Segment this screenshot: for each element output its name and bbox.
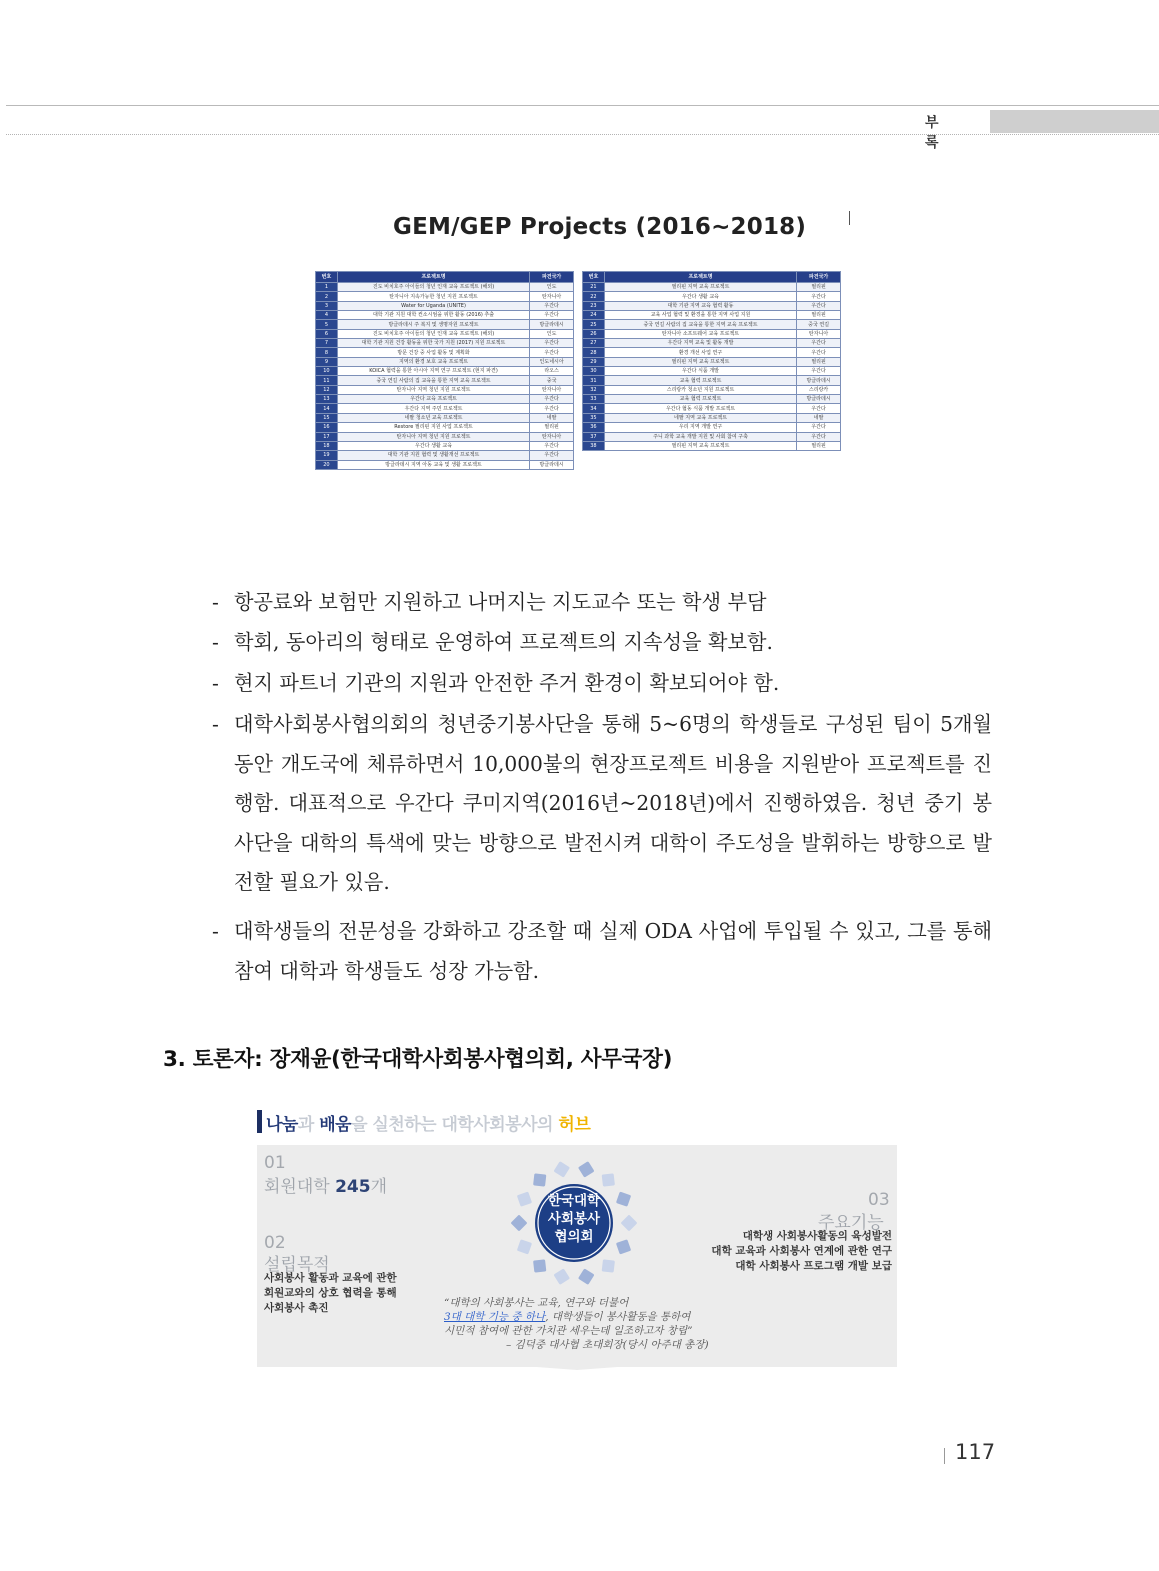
table-cell-name: 교육 협력 프로젝트	[604, 376, 796, 385]
table-cell-country: 네팔	[797, 413, 841, 422]
item3-caption: 주요기능	[818, 1213, 884, 1233]
table-cell-country: 방글라데시	[530, 320, 574, 329]
table-cell-no: 38	[583, 441, 605, 450]
table-row	[583, 423, 841, 432]
table-row	[583, 432, 841, 441]
quote-attribution: – 김덕중 대사협 초대회장(당시 아주대 총장)	[506, 1339, 709, 1351]
projects-table-right	[582, 271, 841, 451]
table-cell-name: 교육 협력 프로젝트	[604, 395, 796, 404]
item1-number: 01	[264, 1153, 286, 1173]
table-row	[316, 423, 574, 432]
table-row	[583, 357, 841, 366]
table-cell-country: 방글라데시	[797, 395, 841, 404]
table-cell-no: 18	[316, 441, 338, 450]
table-row	[583, 320, 841, 329]
bullet-dash: -	[212, 590, 219, 614]
bullet-dash: -	[212, 712, 219, 736]
table-row	[316, 432, 574, 441]
item2-caption: 설립목적	[264, 1255, 330, 1275]
hub-ray	[621, 1215, 638, 1232]
table-row	[316, 367, 574, 376]
table-cell-no: 8	[316, 348, 338, 357]
table-row	[583, 348, 841, 357]
item2-description	[264, 1271, 397, 1316]
hub-line: 협의회	[554, 1229, 594, 1245]
table-cell-name: 탄자니아 지속가능한 청년 지원 프로젝트	[337, 292, 529, 301]
table-cell-no: 3	[316, 301, 338, 310]
table-cell-no: 21	[583, 283, 605, 292]
table-cell-name: KOICA 협력을 통한 아시아 지역 연구 프로젝트 (현지 파견)	[337, 367, 529, 376]
founder-quote	[444, 1296, 744, 1352]
table-cell-country: 우간다	[797, 301, 841, 310]
table-row	[583, 311, 841, 320]
desc-line: 사회봉사 촉진	[264, 1302, 329, 1314]
bullet-text: 대학사회봉사협의회의 청년중기봉사단을 통해 5~6명의 학생들로 구성된 팀이 5개월 동안 개도국에 체류하면서 10,000불의 현장프로젝트 비용을 지원받아 프로젝트를 진행함. 대표적으로 우간다 쿠미지역(2016년~2018년)에서 진행하였음. 청년 중기 봉사단을 대학의 특색에 맞는 방향으로 발전시켜 대학이 주도성을 발휘하는 방향으로 발전할 필요가 있음.	[234, 712, 992, 894]
table-cell-country: 우간다	[530, 441, 574, 450]
hub-ray	[533, 1173, 546, 1186]
infographic-heading	[266, 1110, 590, 1135]
table-cell-no: 5	[316, 320, 338, 329]
table-cell-no: 7	[316, 339, 338, 348]
col-header: 파견국가	[797, 272, 841, 283]
bullet-text: 대학생들의 전문성을 강화하고 강조할 때 실제 ODA 사업에 투입될 수 있고, 그를 통해 참여 대학과 학생들도 성장 가능함.	[234, 919, 992, 983]
hub-ray	[553, 1161, 570, 1178]
heading-part: 과	[297, 1115, 320, 1135]
table-cell-name: 우간다 식품 개발	[604, 367, 796, 376]
bullet-text: 항공료와 보험만 지원하고 나머지는 지도교수 또는 학생 부담	[234, 590, 767, 614]
table-cell-country: 스리랑카	[797, 385, 841, 394]
hub-line: 사회봉사	[547, 1211, 601, 1227]
table-cell-country: 우간다	[797, 423, 841, 432]
table-cell-country: 방글라데시	[530, 460, 574, 469]
table-cell-name: 필리핀 지역 교육 프로젝트	[604, 283, 796, 292]
table-row	[316, 329, 574, 338]
table-cell-name: 대학 기관 지원 대학 컨소시엄을 위한 활동 (2016) 추출	[337, 311, 529, 320]
table-row	[583, 301, 841, 310]
quote-line	[444, 1310, 744, 1324]
table-cell-no: 37	[583, 432, 605, 441]
section-heading: 3. 토론자: 장재윤(한국대학사회봉사협의회, 사무국장)	[163, 1047, 673, 1072]
hub-ray	[578, 1161, 595, 1178]
heading-part: 허브	[558, 1115, 591, 1135]
table-cell-name: 우간다 교육 프로젝트	[337, 395, 529, 404]
table-cell-name: 대학 기관 지역 교육 협력 활동	[604, 301, 796, 310]
table-cell-no: 1	[316, 283, 338, 292]
bullet-item	[212, 623, 992, 663]
table-cell-no: 28	[583, 348, 605, 357]
table-cell-no: 19	[316, 451, 338, 460]
table-cell-no: 2	[316, 292, 338, 301]
table-row	[316, 357, 574, 366]
table-cell-country: 라오스	[530, 367, 574, 376]
table-cell-country: 우간다	[797, 292, 841, 301]
table-row	[583, 283, 841, 292]
col-header: 파견국가	[530, 272, 574, 283]
table-cell-country: 우간다	[530, 451, 574, 460]
table-cell-country: 우간다	[530, 301, 574, 310]
table-cell-country: 인도네시아	[530, 357, 574, 366]
table-row	[316, 413, 574, 422]
table-cell-no: 12	[316, 385, 338, 394]
table-cell-country: 인도	[530, 283, 574, 292]
item3-description	[660, 1229, 892, 1274]
table-row	[316, 339, 574, 348]
table-cell-name: 네팔 청소년 교육 프로젝트	[337, 413, 529, 422]
table-row	[316, 348, 574, 357]
hub-ray	[511, 1215, 528, 1232]
table-cell-name: 필리핀 지역 교육 프로젝트	[604, 441, 796, 450]
table-cell-name: 방글라데시 지역 아동 교육 및 생활 프로젝트	[337, 460, 529, 469]
table-cell-country: 우간다	[530, 404, 574, 413]
hub-ray	[616, 1191, 631, 1206]
table-cell-no: 25	[583, 320, 605, 329]
col-header: 프로젝트명	[337, 272, 529, 283]
quote-line: 시민적 참여에 관한 가치관 세우는데 일조하고자 창립”	[444, 1325, 693, 1337]
item1-value: 245	[335, 1177, 371, 1197]
heading-part: 을 실천하는 대학사회봉사의	[351, 1115, 559, 1135]
desc-line: 대학 교육과 사회봉사 연계에 관한 연구	[711, 1245, 892, 1257]
item2-number: 02	[264, 1233, 286, 1253]
table-cell-name: 네팔 지역 교육 프로젝트	[604, 413, 796, 422]
table-cell-name: 교육 사업 협력 및 환경을 통한 지역 사업 지원	[604, 311, 796, 320]
table-cell-country: 우간다	[797, 348, 841, 357]
table-cell-name: 탄자니아 지역 청년 지원 프로젝트	[337, 385, 529, 394]
hub-ray	[517, 1191, 532, 1206]
table-cell-no: 4	[316, 311, 338, 320]
table-row	[583, 367, 841, 376]
table-cell-name: 탄자니아 지역 청년 지원 프로젝트	[337, 432, 529, 441]
table-cell-no: 30	[583, 367, 605, 376]
table-cell-country: 우간다	[530, 311, 574, 320]
table-cell-no: 26	[583, 329, 605, 338]
table-row	[583, 339, 841, 348]
table-cell-name: 우간다 지역 주민 프로젝트	[337, 404, 529, 413]
table-cell-country: 우간다	[530, 395, 574, 404]
bullet-item	[212, 583, 992, 623]
table-row	[583, 404, 841, 413]
table-row	[583, 292, 841, 301]
table-cell-name: 우간다 생활 교육	[337, 441, 529, 450]
table-cell-name: 진도 비치호주 아이들의 청년 인재 교육 프로젝트 (해외)	[337, 283, 529, 292]
table-cell-name: Restore 필리핀 지원 사업 프로젝트	[337, 423, 529, 432]
table-cell-no: 23	[583, 301, 605, 310]
header-rule	[6, 105, 1159, 106]
header-dotted-rule	[6, 134, 1159, 135]
table-row	[316, 320, 574, 329]
table-cell-no: 29	[583, 357, 605, 366]
bullet-dash: -	[212, 630, 219, 654]
hub-ray	[533, 1259, 546, 1272]
table-cell-country: 방글라데시	[797, 376, 841, 385]
table-cell-name: 지역의 환경 보호 교육 프로젝트	[337, 357, 529, 366]
header-section-label: 부 록	[925, 115, 955, 151]
quote-highlight: 3대 대학 기능 중 하나	[444, 1311, 546, 1323]
table-cell-country: 탄자니아	[530, 432, 574, 441]
page-number-bar	[944, 1448, 945, 1464]
table-cell-country: 우간다	[530, 348, 574, 357]
table-cell-country: 우간다	[797, 367, 841, 376]
table-cell-name: 대학 기관 지원 건강 활동을 위한 국가 지원 (2017) 지원 프로젝트	[337, 339, 529, 348]
table-cell-country: 우간다	[797, 339, 841, 348]
table-cell-no: 34	[583, 404, 605, 413]
table-row	[316, 376, 574, 385]
bullet-dash: -	[212, 919, 219, 943]
table-cell-country: 필리핀	[797, 311, 841, 320]
hub-ray	[553, 1268, 570, 1285]
table-cell-name: 탄자니아 소프트웨어 교육 프로젝트	[604, 329, 796, 338]
header-tab	[990, 110, 1159, 133]
hub-line: 한국대학	[547, 1193, 601, 1209]
table-cell-name: 필리핀 지역 교육 프로젝트	[604, 357, 796, 366]
table-row	[316, 311, 574, 320]
table-cell-country: 우간다	[530, 339, 574, 348]
hub-ray	[602, 1173, 615, 1186]
bullet-item	[212, 664, 992, 704]
table-cell-country: 인도	[530, 329, 574, 338]
table-cell-name: 스리랑카 청소년 지원 프로젝트	[604, 385, 796, 394]
table-cell-country: 중국	[530, 376, 574, 385]
table-row	[316, 301, 574, 310]
table-cell-name: 대학 기관 지원 협력 및 생활개선 프로젝트	[337, 451, 529, 460]
table-row	[583, 329, 841, 338]
table-cell-country: 네팔	[530, 413, 574, 422]
bullet-item	[212, 705, 992, 903]
table-cell-no: 15	[316, 413, 338, 422]
table-cell-name: 중국 연길 사람의 집 교육을 통한 지역 교육 프로젝트	[337, 376, 529, 385]
col-header: 번호	[316, 272, 338, 283]
table-row	[316, 292, 574, 301]
heading-part: 나눔	[266, 1115, 298, 1135]
text-cursor-mark	[849, 211, 850, 225]
table-cell-name: 중국 연길 사람의 집 교육을 통한 지역 교육 프로젝트	[604, 320, 796, 329]
table-cell-country: 필리핀	[797, 283, 841, 292]
table-row	[583, 376, 841, 385]
desc-line: 회원교와의 상호 협력을 통해	[264, 1287, 397, 1299]
table-row	[583, 413, 841, 422]
table-cell-name: 진도 비치호주 아이들의 청년 인재 교육 프로젝트 (해외)	[337, 329, 529, 338]
table-row	[316, 451, 574, 460]
table-row	[583, 395, 841, 404]
heading-accent-bar	[257, 1110, 262, 1133]
hub-ray	[578, 1268, 595, 1285]
table-cell-country: 우간다	[797, 432, 841, 441]
table-row	[316, 395, 574, 404]
table-cell-no: 33	[583, 395, 605, 404]
table-cell-no: 20	[316, 460, 338, 469]
projects-table-left	[315, 271, 574, 470]
desc-line: 사회봉사 활동과 교육에 관한	[264, 1272, 397, 1284]
table-cell-name: 우간다 협동 식품 개발 프로젝트	[604, 404, 796, 413]
table-cell-country: 우간다	[797, 404, 841, 413]
table-cell-country: 중국 연길	[797, 320, 841, 329]
hub-ray	[602, 1259, 615, 1272]
table-cell-country: 필리핀	[530, 423, 574, 432]
heading-part: 배움	[319, 1115, 352, 1135]
figure-title: GEM/GEP Projects (2016~2018)	[393, 214, 807, 240]
hub-ray	[517, 1239, 532, 1254]
desc-line: 대학 사회봉사 프로그램 개발 보급	[735, 1260, 892, 1272]
table-cell-name: Water for Uganda (UNITE)	[337, 301, 529, 310]
table-cell-no: 31	[583, 376, 605, 385]
table-cell-name: 우간다 생활 교육	[604, 292, 796, 301]
col-header: 프로젝트명	[604, 272, 796, 283]
page-number: 117	[955, 1440, 996, 1464]
item1-caption	[264, 1172, 387, 1197]
item1-label: 회원대학	[264, 1177, 336, 1197]
bullet-text: 학회, 동아리의 형태로 운영하여 프로젝트의 지속성을 확보함.	[234, 630, 773, 654]
col-header: 번호	[583, 272, 605, 283]
table-cell-no: 11	[316, 376, 338, 385]
table-cell-country: 필리핀	[797, 357, 841, 366]
table-cell-no: 14	[316, 404, 338, 413]
bullet-item	[212, 912, 992, 991]
table-row	[316, 385, 574, 394]
table-cell-no: 32	[583, 385, 605, 394]
table-row	[316, 283, 574, 292]
bullet-text: 현지 파트너 기관의 지원과 안전한 주거 환경이 확보되어야 함.	[234, 671, 780, 695]
table-cell-no: 13	[316, 395, 338, 404]
table-cell-name: 방글라데시 주 복지 및 생명자원 프로젝트	[337, 320, 529, 329]
table-cell-country: 탄자니아	[530, 385, 574, 394]
table-cell-country: 탄자니아	[797, 329, 841, 338]
table-row	[583, 385, 841, 394]
table-cell-name: 환경 개선 사업 연구	[604, 348, 796, 357]
table-cell-country: 필리핀	[797, 441, 841, 450]
hub-ray	[616, 1239, 631, 1254]
bullet-dash: -	[212, 671, 219, 695]
item3-number: 03	[868, 1190, 890, 1210]
table-cell-no: 10	[316, 367, 338, 376]
table-row	[316, 404, 574, 413]
table-cell-no: 17	[316, 432, 338, 441]
table-cell-name: 방문 건강 중 사업 활동 및 계획화	[337, 348, 529, 357]
quote-line-rest: , 대학생들이 봉사활동을 통하여	[545, 1311, 691, 1323]
table-cell-no: 24	[583, 311, 605, 320]
table-cell-no: 9	[316, 357, 338, 366]
table-cell-no: 27	[583, 339, 605, 348]
hub-label	[536, 1192, 612, 1246]
table-row	[316, 441, 574, 450]
table-cell-name: 주니 과학 교육 개발 지원 및 사회 참여 구축	[604, 432, 796, 441]
table-cell-no: 16	[316, 423, 338, 432]
quote-line: “대학의 사회봉사는 교육, 연구와 더불어	[444, 1297, 629, 1309]
table-cell-no: 22	[583, 292, 605, 301]
table-cell-name: 우간다 지역 교육 및 활동 개발	[604, 339, 796, 348]
desc-line: 대학생 사회봉사활동의 육성발전	[742, 1230, 892, 1242]
table-cell-no: 36	[583, 423, 605, 432]
table-cell-no: 35	[583, 413, 605, 422]
item1-unit: 개	[370, 1177, 388, 1197]
table-cell-no: 6	[316, 329, 338, 338]
table-row	[316, 460, 574, 469]
table-row	[583, 441, 841, 450]
table-cell-name: 우리 지역 개발 연구	[604, 423, 796, 432]
table-cell-country: 탄자니아	[530, 292, 574, 301]
